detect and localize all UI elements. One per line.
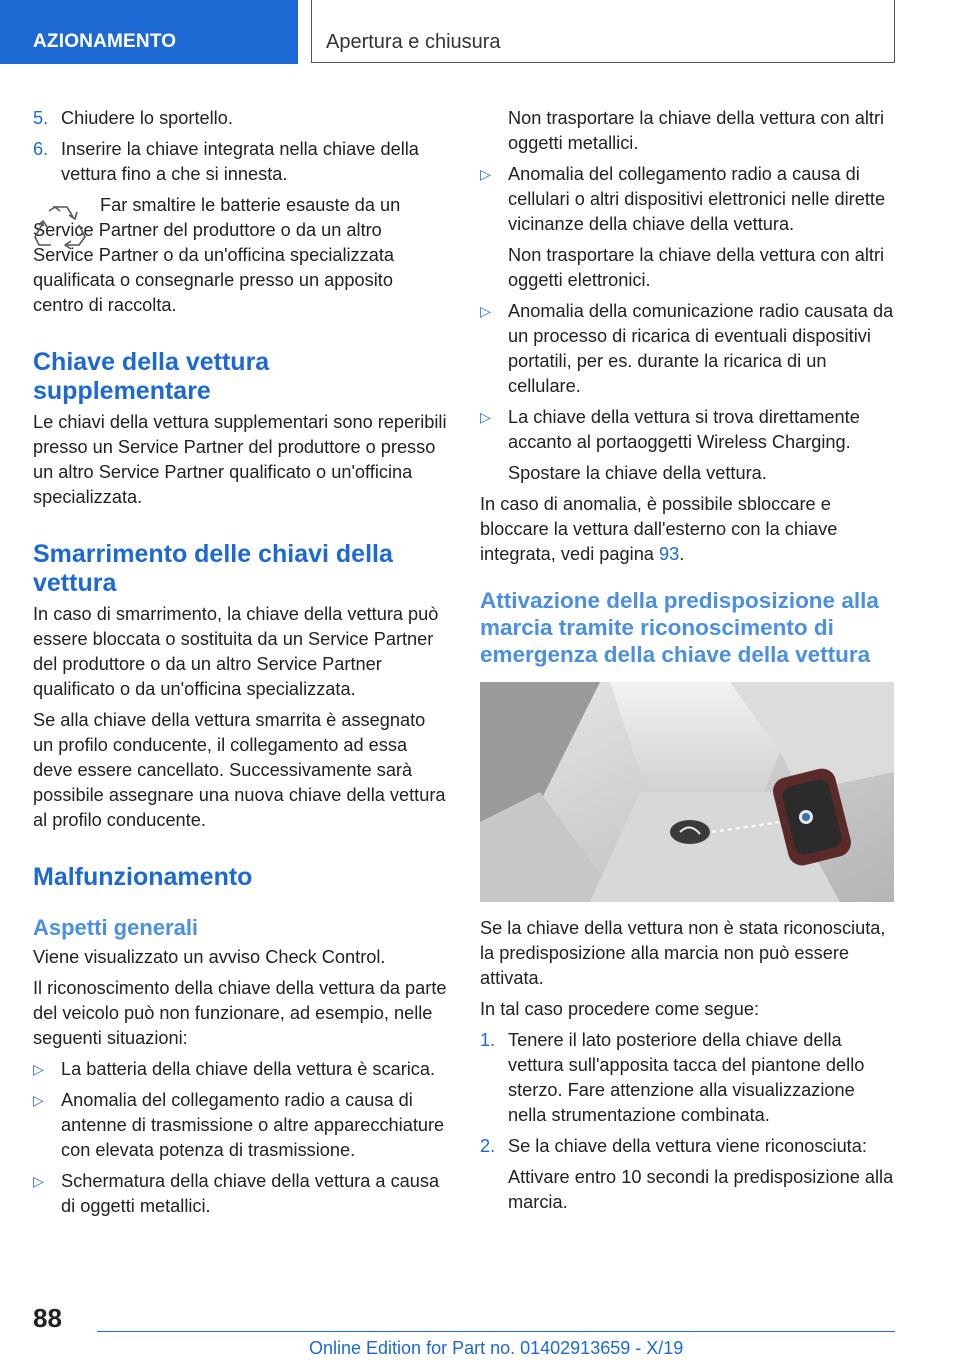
sub-paragraph: Non trasportare la chiave della vettura con altri oggetti metallici. xyxy=(508,108,885,153)
bullet-text: Schermatura della chiave della vettura a causa di oggetti metallici. xyxy=(61,1171,440,1216)
paragraph: In caso di smarrimento, la chiave della vettura può essere bloccata o sostituita da un Service Partner del produttore o da un altro Service Partner qualificato o da un'officina specializzata. xyxy=(33,604,439,699)
step-text: Inserire la chiave integrata nella chiave della vettura fino a che si innesta. xyxy=(61,139,419,184)
step-text: Chiudere lo sportello. xyxy=(61,108,233,128)
step-number: 6. xyxy=(33,139,49,159)
step-item xyxy=(33,106,447,131)
recycle-note xyxy=(33,193,447,318)
step-number: 1. xyxy=(480,1030,496,1050)
bullet-icon: ▷ xyxy=(33,1061,44,1077)
heading-chiave-supplementare: Chiave della vettura supplementare xyxy=(33,348,270,405)
recycle-note-text: Far smaltire le batterie esauste da un Service Partner del produttore o da un altro Service Partner o da un'officina specializzata qualificata o consegnarle presso un apposito centro di raccolta. xyxy=(33,195,401,315)
steering-column-illustration xyxy=(480,682,894,902)
paragraph-end: . xyxy=(679,544,685,564)
bullet-item xyxy=(33,1057,447,1082)
heading-smarrimento: Smarrimento delle chiavi della vettura xyxy=(33,540,393,597)
section-tab-label: AZIONAMENTO xyxy=(33,31,177,52)
paragraph: In tal caso procedere come segue: xyxy=(480,999,760,1019)
bullet-item xyxy=(480,405,894,455)
bullet-text: Anomalia del collegamento radio a causa di antenne di trasmissione o altre apparecchiature con elevata potenza di trasmissione. xyxy=(61,1090,445,1160)
bullet-icon: ▷ xyxy=(480,303,491,319)
bullet-icon: ▷ xyxy=(480,166,491,182)
bullet-item xyxy=(480,162,894,237)
right-column xyxy=(480,106,894,1221)
bullet-text: Anomalia della comunicazione radio causata da un processo di ricarica di eventuali dispositivi portatili, per es. durante la ricarica di un cellulare. xyxy=(508,301,894,396)
step-number: 2. xyxy=(480,1136,496,1156)
paragraph: Se la chiave della vettura non è stata riconosciuta, la predisposizione alla marcia non può essere attivata. xyxy=(480,918,886,988)
bullet-item xyxy=(480,299,894,399)
section-tab xyxy=(0,0,298,64)
left-column xyxy=(33,106,447,1225)
step-text: Tenere il lato posteriore della chiave della vettura sull'apposita tacca del piantone dello sterzo. Fare attenzione alla visualizzazione nella strumentazione combinata. xyxy=(508,1030,865,1125)
chapter-header xyxy=(311,0,895,63)
step-item xyxy=(480,1028,894,1128)
paragraph: Le chiavi della vettura supplementari sono reperibili presso un Service Partner del produttore o presso un altro Service Partner qualificato o un'officina specializzata. xyxy=(33,412,447,507)
step-item xyxy=(480,1134,894,1159)
recycle-icon xyxy=(33,201,87,251)
bullet-icon: ▷ xyxy=(480,409,491,425)
bullet-icon: ▷ xyxy=(33,1092,44,1108)
chapter-title: Apertura e chiusura xyxy=(326,31,501,53)
step-text: Se la chiave della vettura viene riconosciuta: xyxy=(508,1136,867,1156)
step-number: 5. xyxy=(33,108,49,128)
heading-malfunzionamento: Malfunzionamento xyxy=(33,863,253,891)
bullet-text: La batteria della chiave della vettura è scarica. xyxy=(61,1059,436,1079)
bullet-item xyxy=(33,1169,447,1219)
bullet-icon: ▷ xyxy=(33,1173,44,1189)
sub-paragraph: Attivare entro 10 secondi la predisposizione alla marcia. xyxy=(508,1167,894,1212)
subheading-aspetti-generali: Aspetti generali xyxy=(33,915,199,940)
paragraph xyxy=(480,492,894,567)
heading-attivazione: Attivazione della predisposizione alla marcia tramite riconoscimento di emergenza della chiave della vettura xyxy=(480,588,879,667)
bullet-text: La chiave della vettura si trova direttamente accanto al portaoggetti Wireless Charging. xyxy=(508,407,860,452)
sub-paragraph: Spostare la chiave della vettura. xyxy=(508,463,767,483)
page-reference-link[interactable]: 93 xyxy=(658,544,680,564)
footer-divider xyxy=(97,1331,895,1332)
paragraph-text: In caso di anomalia, è possibile sbloccare e bloccare la vettura dall'esterno con la chiave integrata, vedi pagina xyxy=(480,494,838,564)
car-interior-photo xyxy=(480,682,894,902)
page-number: 88 xyxy=(33,1303,62,1333)
paragraph: Se alla chiave della vettura smarrita è assegnato un profilo conducente, il collegamento ad essa deve essere cancellato. Successivamente sarà possibile assegnare una nuova chiave della vettura al profilo conducente. xyxy=(33,710,446,830)
paragraph: Viene visualizzato un avviso Check Control. xyxy=(33,947,386,967)
sub-paragraph: Non trasportare la chiave della vettura con altri oggetti elettronici. xyxy=(508,245,885,290)
bullet-item xyxy=(33,1088,447,1163)
footer-edition: Online Edition for Part no. 01402913659 - X/19 xyxy=(309,1338,684,1358)
step-item xyxy=(33,137,447,187)
bullet-text: Anomalia del collegamento radio a causa di cellulari o altri dispositivi elettronici nelle dirette vicinanze della chiave della vettura. xyxy=(508,164,886,234)
paragraph: Il riconoscimento della chiave della vettura da parte del veicolo può non funzionare, ad esempio, nelle seguenti situazioni: xyxy=(33,978,447,1048)
